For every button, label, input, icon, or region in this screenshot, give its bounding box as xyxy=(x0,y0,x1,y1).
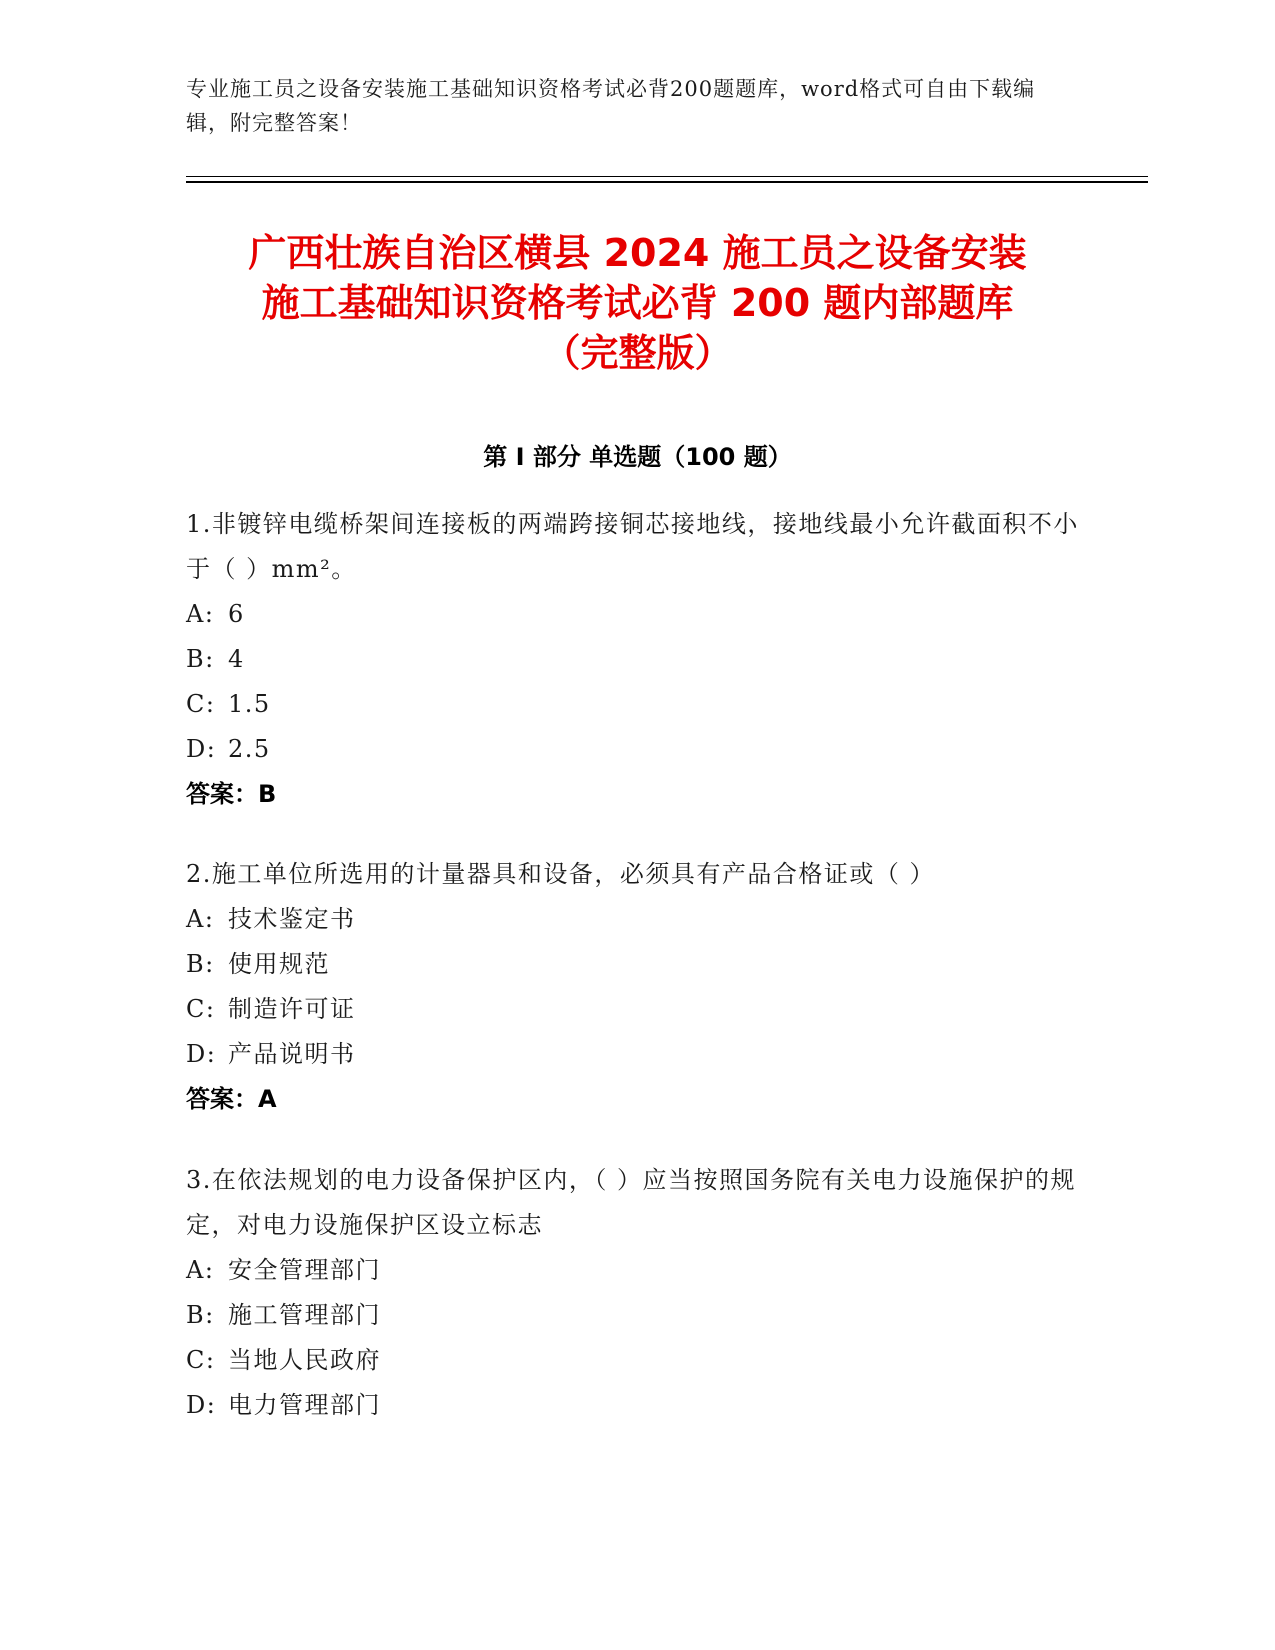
title-line-1: 广西壮族自治区横县 2024 施工员之设备安装 xyxy=(248,231,1027,275)
option-key: A: xyxy=(186,600,215,628)
option-key: B: xyxy=(186,1301,215,1329)
option-text: 施工管理部门 xyxy=(228,1301,381,1329)
option-key: C: xyxy=(186,995,216,1023)
option-a xyxy=(186,592,1086,637)
option-text: 安全管理部门 xyxy=(228,1256,381,1284)
header-note: 专业施工员之设备安装施工基础知识资格考试必背200题题库，word格式可自由下载编辑，附完整答案！ xyxy=(186,77,1036,135)
option-text: 4 xyxy=(228,645,245,673)
question-stem: 2.施工单位所选用的计量器具和设备，必须具有产品合格证或（ ） xyxy=(186,860,936,888)
option-c xyxy=(186,682,1086,727)
question-3 xyxy=(186,1158,1086,1428)
option-key: D: xyxy=(186,1040,217,1068)
option-d xyxy=(186,1032,1086,1077)
option-key: A: xyxy=(186,905,215,933)
option-key: A: xyxy=(186,1256,215,1284)
answer: 答案：A xyxy=(186,1085,277,1113)
section-title: 第 I 部分 单选题（100 题） xyxy=(483,443,792,471)
option-text: 1.5 xyxy=(228,690,271,718)
title-line-2: 施工基础知识资格考试必背 200 题内部题库 xyxy=(261,281,1014,325)
option-d xyxy=(186,1383,1086,1428)
option-key: C: xyxy=(186,1346,216,1374)
option-c xyxy=(186,987,1086,1032)
question-stem: 3.在依法规划的电力设备保护区内，（ ）应当按照国务院有关电力设施保护的规定，对电力设施保护区设立标志 xyxy=(186,1166,1077,1239)
option-key: B: xyxy=(186,645,215,673)
option-key: C: xyxy=(186,690,216,718)
question-stem: 1.非镀锌电缆桥架间连接板的两端跨接铜芯接地线，接地线最小允许截面积不小于（ ）mm²。 xyxy=(186,510,1079,583)
option-d xyxy=(186,727,1086,772)
option-a xyxy=(186,1248,1086,1293)
option-key: D: xyxy=(186,1391,217,1419)
option-text: 2.5 xyxy=(228,735,271,763)
option-text: 当地人民政府 xyxy=(228,1346,381,1374)
option-text: 制造许可证 xyxy=(228,995,356,1023)
option-b xyxy=(186,1293,1086,1338)
option-text: 产品说明书 xyxy=(228,1040,356,1068)
option-key: D: xyxy=(186,735,217,763)
option-c xyxy=(186,1338,1086,1383)
question-2 xyxy=(186,852,1086,1122)
option-b xyxy=(186,942,1086,987)
title-line-3: （完整版） xyxy=(542,331,733,375)
option-text: 使用规范 xyxy=(228,950,330,978)
header-divider-thick xyxy=(186,181,1148,183)
option-text: 技术鉴定书 xyxy=(228,905,356,933)
option-key: B: xyxy=(186,950,215,978)
option-a xyxy=(186,897,1086,942)
option-b xyxy=(186,637,1086,682)
answer: 答案：B xyxy=(186,780,277,808)
header-divider-thin xyxy=(186,176,1148,177)
document-title xyxy=(150,228,1125,378)
option-text: 电力管理部门 xyxy=(228,1391,381,1419)
question-1 xyxy=(186,502,1086,817)
option-text: 6 xyxy=(228,600,245,628)
